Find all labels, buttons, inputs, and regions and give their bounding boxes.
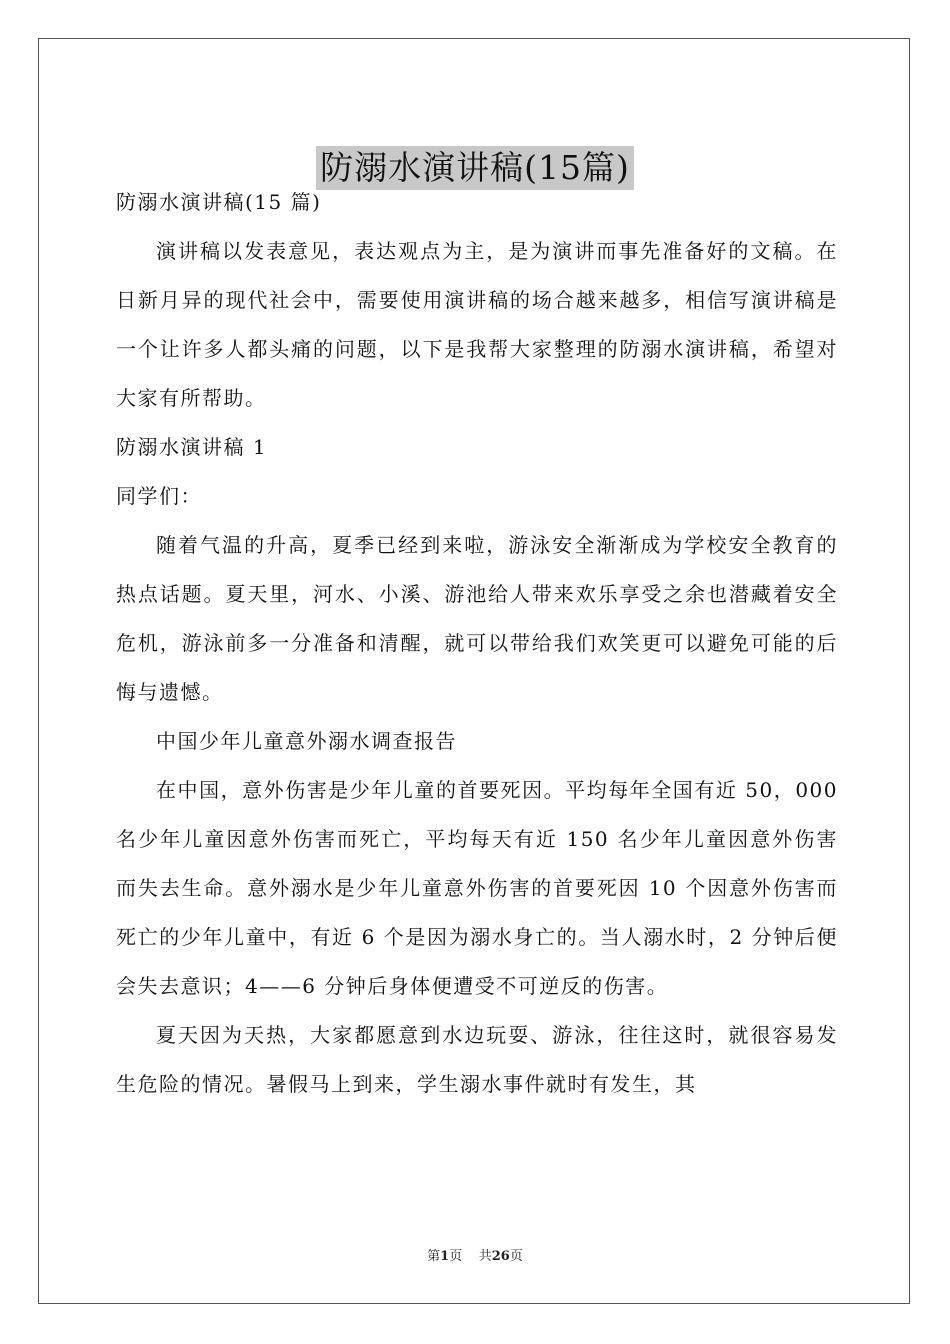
page-suffix: 页	[449, 1249, 463, 1264]
total-suffix: 页	[509, 1249, 523, 1264]
paragraph: 随着气温的升高，夏季已经到来啦，游泳安全渐渐成为学校安全教育的热点话题。夏天里，河水、小溪、游池给人带来欢乐享受之余也潜藏着安全危机，游泳前多一分准备和清醒，就可以带给我们欢笑更可以避免可能的后悔与遗憾。	[116, 533, 838, 704]
paragraph: 演讲稿以发表意见，表达观点为主，是为演讲而事先准备好的文稿。在日新月异的现代社会中，需要使用演讲稿的场合越来越多，相信写演讲稿是一个让许多人都头痛的问题，以下是我帮大家整理的防溺水演讲稿，希望对大家有所帮助。	[116, 239, 838, 410]
paragraph: 夏天因为天热，大家都愿意到水边玩耍、游泳，往往这时，就很容易发生危险的情况。暑假马上到来，学生溺水事件就时有发生，其	[116, 1023, 838, 1096]
document-title: 防溺水演讲稿(15篇)	[316, 146, 634, 190]
page-footer	[0, 1248, 950, 1266]
page-prefix: 第	[427, 1249, 441, 1264]
total-pages: 26	[491, 1249, 510, 1264]
paragraph: 防溺水演讲稿(15 篇)	[116, 190, 322, 214]
document-body	[116, 178, 838, 1109]
salutation: 同学们：	[116, 484, 202, 508]
paragraph: 中国少年儿童意外溺水调查报告	[156, 729, 457, 753]
section-heading: 防溺水演讲稿 1	[116, 435, 268, 459]
page-number: 1	[440, 1249, 450, 1264]
paragraph: 在中国，意外伤害是少年儿童的首要死因。平均每年全国有近 50，000 名少年儿童因意外伤害而死亡，平均每天有近 150 名少年儿童因意外伤害而失去生命。意外溺水是少年儿童意外伤害的首要死因 10 个因意外伤害而死亡的少年儿童中，有近 6 个是因为溺水身亡的。当人溺水时，2 分钟后便会失去意识；4——6 分钟后身体便遭受不可逆反的伤害。	[116, 778, 838, 998]
total-prefix: 共	[478, 1249, 492, 1264]
